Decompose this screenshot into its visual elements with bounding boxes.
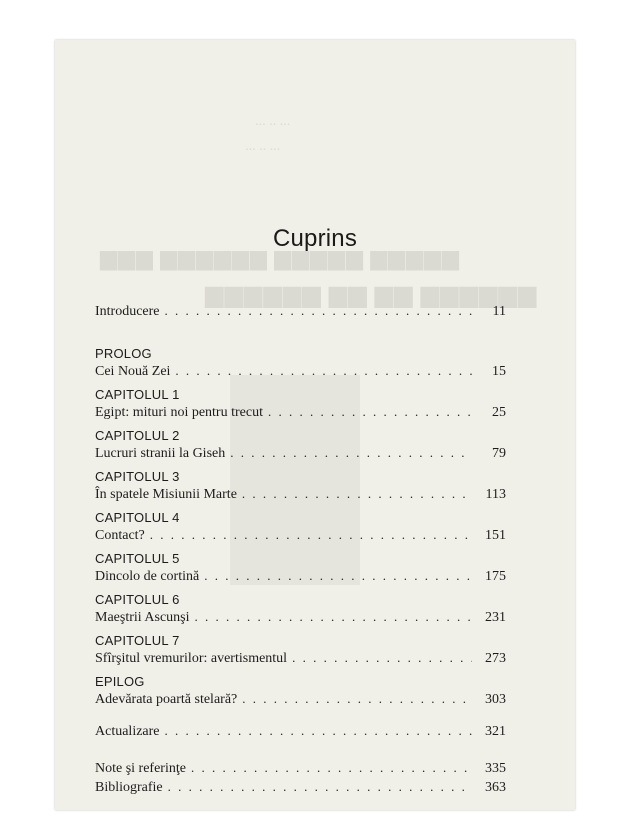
toc-entry: [95, 591, 506, 627]
toc-leader-dots: [191, 759, 472, 777]
toc-line: [95, 444, 506, 463]
toc-leader-dots: [204, 567, 472, 585]
toc-line: [95, 690, 506, 709]
toc-entry: [95, 302, 506, 321]
toc-entry: [95, 778, 506, 797]
toc-page-number: 15: [492, 364, 506, 379]
toc-page-number: 151: [485, 528, 506, 543]
table-of-contents: [95, 302, 506, 797]
toc-line: [95, 722, 506, 741]
toc-section-label: EPILOG: [95, 674, 145, 689]
toc-leader-dots: [165, 722, 472, 740]
toc-page-number: 335: [485, 761, 506, 776]
toc-leader-dots: [165, 302, 472, 320]
toc-page-number: 25: [492, 405, 506, 420]
toc-page-number: 113: [485, 487, 506, 502]
toc-title: Sfîrşitul vremurilor: avertismentul: [95, 651, 288, 666]
toc-leader-dots: [150, 526, 472, 544]
toc-line: [95, 759, 506, 778]
toc-title: Cei Nouă Zei: [95, 364, 171, 379]
toc-title: Contact?: [95, 528, 145, 543]
toc-entry: [95, 468, 506, 504]
toc-entry: [95, 673, 506, 709]
toc-page-number: 303: [485, 692, 506, 707]
toc-section-label: CAPITOLUL 7: [95, 633, 180, 648]
toc-line: [95, 302, 506, 321]
toc-line: [95, 778, 506, 797]
toc-entry: [95, 386, 506, 422]
toc-title: Introducere: [95, 304, 160, 319]
toc-page-number: 79: [492, 446, 506, 461]
toc-entry: [95, 509, 506, 545]
toc-section-label: CAPITOLUL 1: [95, 387, 180, 402]
toc-line: [95, 608, 506, 627]
show-through-text: ▆▆▆▆▆▆ ▆▆ ▆▆ ▆▆▆▆▆▆: [205, 282, 538, 308]
toc-line: [95, 362, 506, 381]
toc-title: Bibliografie: [95, 780, 163, 795]
toc-leader-dots: [168, 778, 472, 796]
toc-title: În spatele Misiunii Marte: [95, 487, 237, 502]
show-through-text: ▆▆▆ ▆▆▆▆▆▆ ▆▆▆▆▆ ▆▆▆▆▆: [100, 245, 460, 270]
toc-section-label: CAPITOLUL 3: [95, 469, 180, 484]
toc-page-number: 321: [485, 724, 506, 739]
toc-section-label: CAPITOLUL 2: [95, 428, 180, 443]
toc-line: [95, 567, 506, 586]
toc-page-number: 175: [485, 569, 506, 584]
toc-section-label: CAPITOLUL 4: [95, 510, 180, 525]
toc-leader-dots: [175, 362, 472, 380]
toc-title: Lucruri stranii la Giseh: [95, 446, 226, 461]
toc-leader-dots: [195, 608, 473, 626]
toc-entry: [95, 722, 506, 741]
toc-line: [95, 485, 506, 504]
toc-page-number: 231: [485, 610, 506, 625]
toc-leader-dots: [268, 403, 472, 421]
toc-leader-dots: [242, 485, 472, 503]
toc-page-number: 11: [492, 304, 506, 319]
toc-entry: [95, 427, 506, 463]
toc-leader-dots: [292, 649, 472, 667]
toc-page-number: 363: [485, 780, 506, 795]
toc-line: [95, 649, 506, 668]
toc-line: [95, 403, 506, 422]
book-page: [55, 40, 575, 810]
toc-section-label: PROLOG: [95, 346, 152, 361]
toc-title: Egipt: mituri noi pentru trecut: [95, 405, 263, 420]
show-through-text: ··· ·· ···: [255, 118, 290, 133]
toc-leader-dots: [230, 444, 472, 462]
toc-section-label: CAPITOLUL 5: [95, 551, 180, 566]
toc-title: Adevărata poartă stelară?: [95, 692, 238, 707]
toc-title: Maeştrii Ascunşi: [95, 610, 190, 625]
toc-entry: [95, 759, 506, 778]
toc-title: Note şi referinţe: [95, 761, 186, 776]
toc-entry: [95, 345, 506, 381]
toc-section-label: CAPITOLUL 6: [95, 592, 180, 607]
toc-entry: [95, 632, 506, 668]
toc-title: Dincolo de cortină: [95, 569, 200, 584]
toc-entry: [95, 550, 506, 586]
page-title: Cuprins: [272, 225, 358, 252]
toc-page-number: 273: [485, 651, 506, 666]
toc-leader-dots: [242, 690, 472, 708]
toc-line: [95, 526, 506, 545]
toc-title: Actualizare: [95, 724, 160, 739]
show-through-text: ··· ·· ···: [245, 143, 280, 158]
